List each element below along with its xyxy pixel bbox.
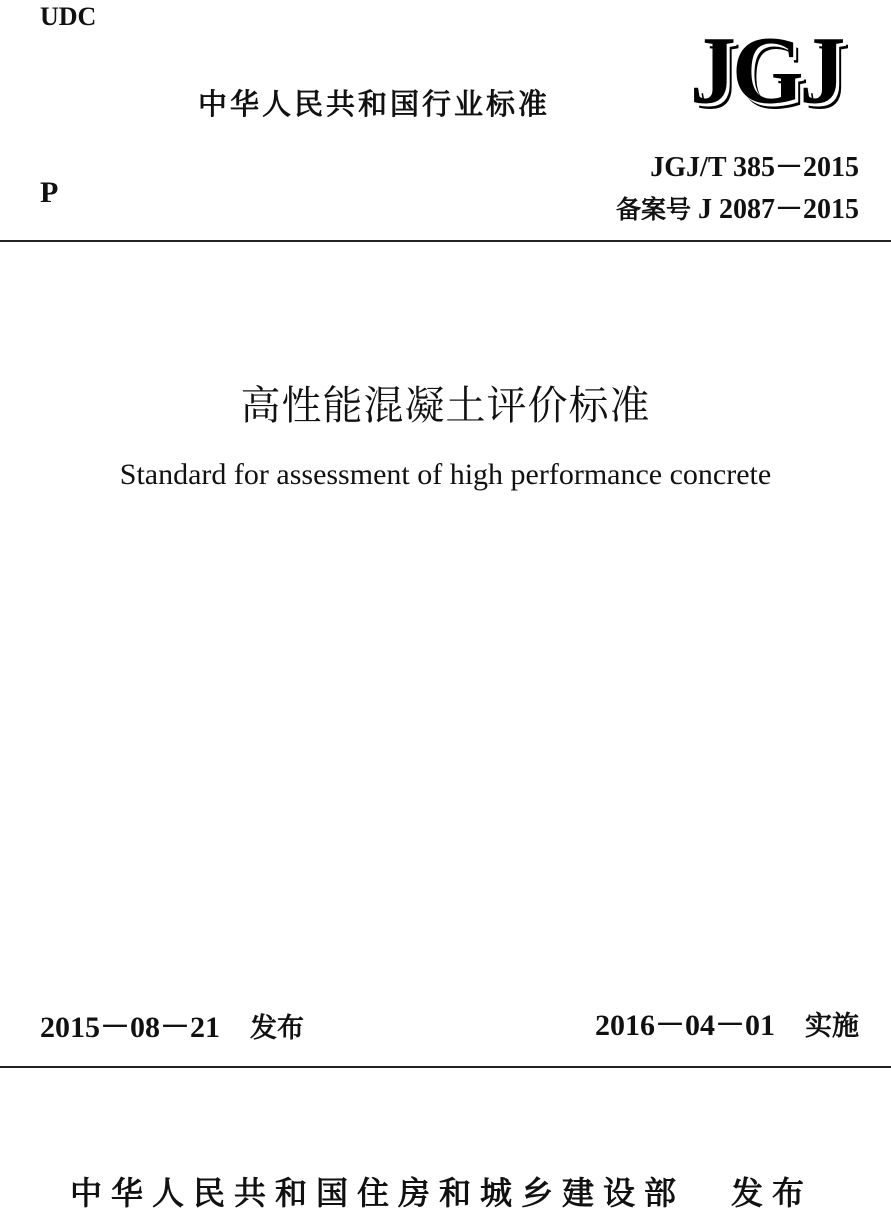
top-divider <box>0 240 891 242</box>
document-title-english: Standard for assessment of high performance concrete <box>119 458 772 491</box>
standard-code: JGJ/T 385－2015 <box>650 152 859 183</box>
implement-label: 实施 <box>805 1011 859 1042</box>
issue-date <box>40 1002 304 1046</box>
issue-label: 发布 <box>250 1013 304 1044</box>
issue-date-value: 2015－08－21 <box>40 1011 220 1044</box>
publisher <box>70 1168 813 1214</box>
document-title: 高性能混凝土评价标准 <box>240 383 651 429</box>
publisher-name: 中华人民共和国住房和城乡建设部 <box>70 1174 686 1212</box>
record-label: 备案号 <box>615 195 691 224</box>
classification-code: P <box>40 176 59 209</box>
industry-standard-heading: 中华人民共和国行业标准 <box>198 87 551 121</box>
implement-date-value: 2016－04－01 <box>595 1009 775 1042</box>
implement-date <box>595 1000 859 1044</box>
record-value: J 2087－2015 <box>697 194 859 225</box>
publisher-action: 发布 <box>731 1174 814 1212</box>
bottom-divider <box>0 1066 891 1068</box>
udc-label: UDC <box>40 2 97 31</box>
jgj-logo: JGJ <box>690 16 842 124</box>
record-number <box>616 187 859 227</box>
